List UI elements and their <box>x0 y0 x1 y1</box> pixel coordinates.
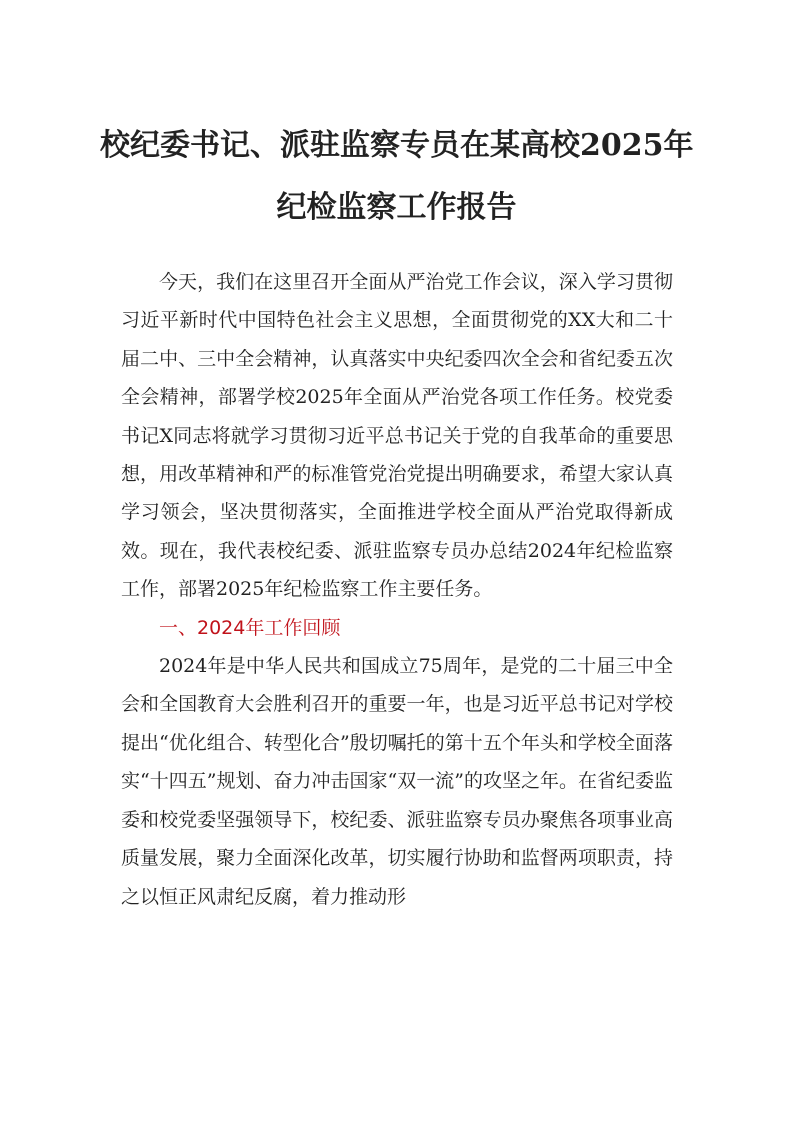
section-heading: 一、2024年工作回顾 <box>159 616 341 639</box>
document-title-line-1: 校纪委书记、派驻监察专员在某高校2025年 <box>100 128 694 163</box>
document-title-line-2: 纪检监察工作报告 <box>276 190 517 225</box>
document-body <box>121 263 673 916</box>
section-paragraph: 2024年是中华人民共和国成立75周年，是党的二十届三中全会和全国教育大会胜利召开的重要一年，也是习近平总书记对学校提出“优化组合、转型化合”殷切嘱托的第十五个年头和学校全面落实“十四五”规划、奋力冲击国家“双一流”的攻坚之年。在省纪委监委和校党委坚强领导下，校纪委、派驻监察专员办聚焦各项事业高质量发展，聚力全面深化改革，切实履行协助和监督两项职责，持之以恒正风肃纪反腐，着力推动形 <box>121 655 673 908</box>
intro-paragraph: 今天，我们在这里召开全面从严治党工作会议，深入学习贯彻习近平新时代中国特色社会主义思想，全面贯彻党的XX大和二十届二中、三中全会精神，认真落实中央纪委四次全会和省纪委五次全会精神，部署学校2025年全面从严治党各项工作任务。校党委书记X同志将就学习贯彻习近平总书记关于党的自我革命的重要思想，用改革精神和严的标准管党治党提出明确要求，希望大家认真学习领会，坚决贯彻落实，全面推进学校全面从严治党取得新成效。现在，我代表校纪委、派驻监察专员办总结2024年纪检监察工作，部署2025年纪检监察工作主要任务。 <box>121 271 673 601</box>
